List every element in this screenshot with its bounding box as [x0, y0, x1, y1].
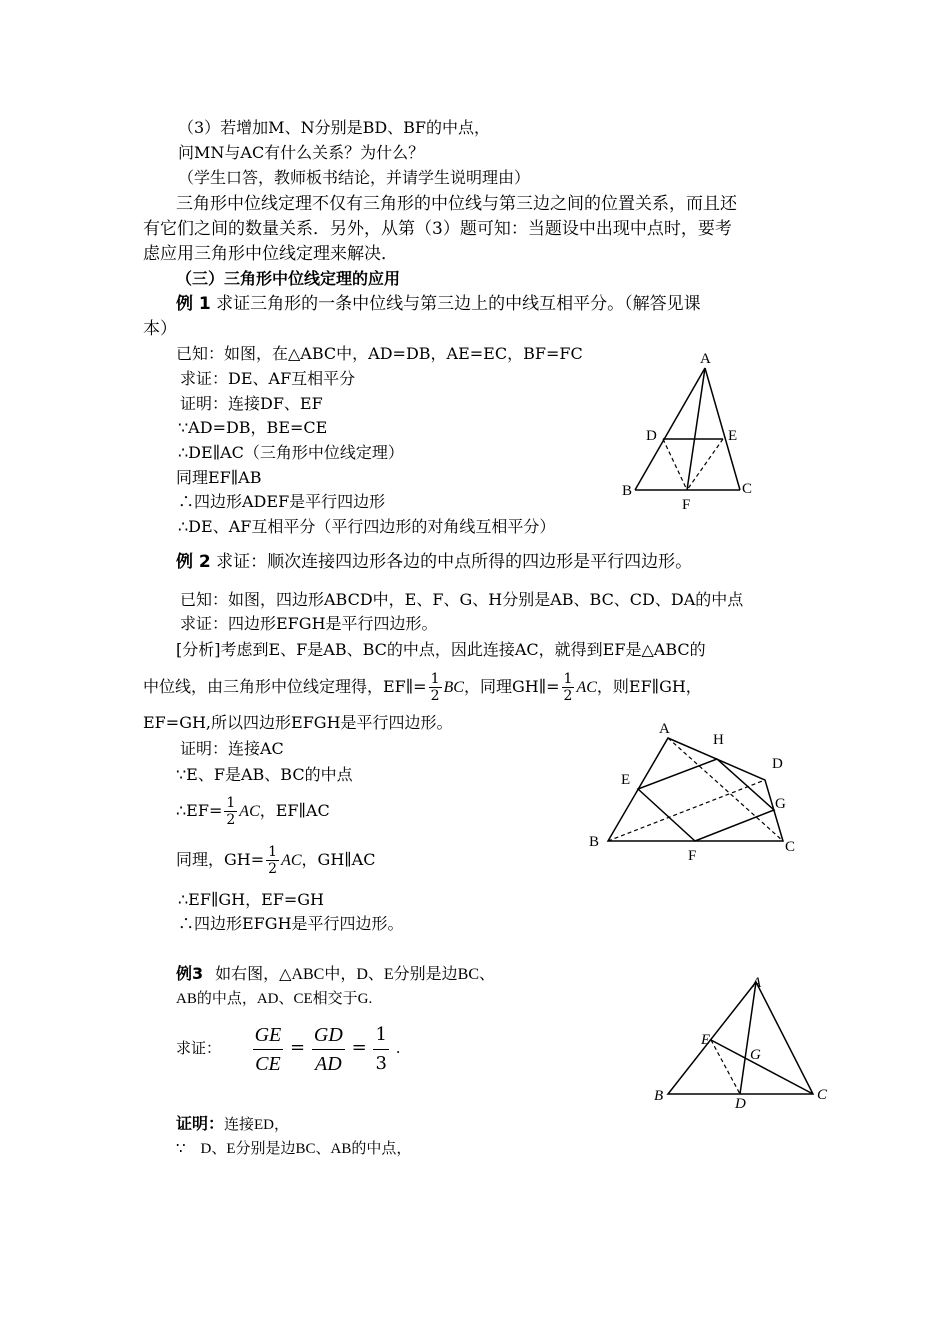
ex2-label-h: H [713, 732, 724, 748]
ex2-prove: 求证：四边形EFGH是平行四边形。 [180, 614, 438, 633]
ex2-analysis-line3: EF=GH,所以四边形EFGH是平行四边形。 [143, 713, 453, 732]
ex1-label-f: F [682, 497, 691, 513]
summary-line3: 虑应用三角形中位线定理来解决． [143, 244, 398, 264]
q3-line1: （3）若增加M、N分别是BD、BF的中点， [178, 118, 491, 137]
ex1-step2: ∴DE∥AC（三角形中位线定理） [178, 443, 404, 462]
ex3-frac-gd-ad: $\frac{GD}{AD}$ [312, 1021, 345, 1078]
ex1-statement-text: 求证三角形的一条中位线与第三边上的中线互相平分。（解答见课 [216, 294, 701, 314]
ex2-proof-start: 证明：连接AC [180, 739, 284, 758]
ex1-step4: ∴四边形ADEF是平行四边形 [178, 492, 386, 511]
ex1-statement [176, 293, 701, 315]
ex2-given: 已知：如图，四边形ABCD中，E、F、G、H分别是AB、BC、CD、DA的中点 [180, 590, 744, 609]
ex3-prove-label: 求证： [176, 1039, 222, 1057]
ex1-label-b: B [622, 483, 633, 499]
ex2-label-c: C [785, 839, 796, 855]
ex1-segment-df [663, 439, 687, 490]
ex2-label-g: G [775, 796, 786, 812]
ex1-figure [615, 345, 775, 515]
ex2-frac-ac: AC [576, 679, 597, 696]
section-title: （三）三角形中位线定理的应用 [176, 269, 401, 288]
ex2-analysis-line2 [143, 670, 702, 705]
ex3-median-ce [711, 1040, 813, 1094]
ex1-label: 例 1 [176, 294, 211, 314]
ex2-frac-half-2: $\frac{1}{2}$ [563, 671, 573, 704]
ex3-statement-line2: AB的中点，AD、CE相交于G. [176, 991, 373, 1007]
q3-line2: 问MN与AC有什么关系？为什么？ [178, 143, 425, 162]
ex1-label-d: D [646, 428, 657, 444]
ex3-label-g: G [750, 1047, 761, 1063]
ex2-quad-abcd [608, 738, 783, 841]
ex2-label-b: B [589, 834, 600, 850]
ex2-frac-bc: BC [443, 679, 464, 696]
ex2-statement-text: 求证：顺次连接四边形各边的中点所得的四边形是平行四边形。 [216, 552, 693, 572]
ex1-given: 已知：如图，在△ABC中，AD=DB，AE=EC，BF=FC [176, 344, 583, 363]
ex1-proof-start: 证明：连接DF、EF [180, 394, 323, 413]
ex2-label: 例 2 [176, 552, 211, 572]
ex2-statement [176, 551, 692, 573]
ex3-prove: 求证： $\frac{GE}{CE}$ = $\frac{GD}{AD}$ = $\frac{1}{3}$ . [176, 1018, 400, 1078]
ex2-step2: ∴EF= $\frac{1}{2}$ AC，EF∥AC [176, 795, 330, 828]
ex3-label-a: A [752, 975, 762, 991]
ex2-analysis-text-c: ，则EF∥GH， [596, 677, 702, 696]
ex3-proof-label: 证明： [176, 1114, 225, 1133]
ex1-label-e: E [728, 428, 738, 444]
ex2-step1: ∵E、F是AB、BC的中点 [176, 765, 353, 784]
ex2-analysis-text-a: 中位线，由三角形中位线定理得，EF∥= [143, 677, 427, 696]
ex1-step3: 同理EF∥AB [176, 468, 262, 487]
ex2-step3: 同理，GH= $\frac{1}{2}$ AC，GH∥AC [176, 844, 376, 877]
ex2-step2-frac: $\frac{1}{2}$ [226, 795, 236, 828]
ex2-diagonal-ac [668, 738, 783, 841]
ex2-label-d: D [772, 756, 783, 772]
summary-line2: 有它们之间的数量关系．另外，从第（3）题可知：当题设中出现中点时，要考 [143, 219, 732, 239]
ex2-diagonal-bd [608, 780, 765, 841]
ex3-frac-ge-ce: $\frac{GE}{CE}$ [253, 1021, 284, 1078]
ex2-analysis-line1: [分析]考虑到E、F是AB、BC的中点，因此连接AC，就得到EF是△ABC的 [176, 640, 706, 659]
ex2-label-a: A [659, 721, 670, 737]
ex1-label-c: C [742, 481, 753, 497]
ex2-step3-frac: $\frac{1}{2}$ [268, 844, 278, 877]
ex2-label-e: E [621, 772, 631, 788]
ex1-label-a: A [700, 351, 711, 367]
ex3-label-e: E [701, 1032, 711, 1048]
ex2-frac-half-1: $\frac{1}{2}$ [430, 671, 440, 704]
ex1-median-af [687, 368, 705, 490]
ex2-step4: ∴EF∥GH，EF=GH [178, 890, 325, 909]
ex2-step5: ∴四边形EFGH是平行四边形。 [178, 914, 404, 933]
ex1-statement-line2: 本） [143, 319, 177, 339]
ex3-triangle-abc [668, 982, 813, 1094]
ex3-label: 例3 [176, 964, 204, 983]
ex2-analysis-text-b: ，同理GH∥= [463, 677, 560, 696]
q3-note: （学生口答，教师板书结论，并请学生说明理由） [178, 168, 531, 187]
ex3-label-b: B [654, 1088, 664, 1104]
ex3-figure [648, 972, 838, 1112]
ex1-step1: ∵AD=DB，BE=CE [178, 418, 328, 437]
ex1-segment-ef [687, 439, 723, 490]
ex3-statement-line1: 例3 如右图，△ABC中，D、E分别是边BC、 [176, 964, 496, 983]
ex2-label-f: F [688, 848, 697, 864]
ex3-label-d: D [735, 1096, 746, 1112]
ex1-step5: ∴DE、AF互相平分（平行四边形的对角线互相平分） [178, 517, 556, 536]
ex3-proof-start: 证明：连接ED， [176, 1114, 290, 1133]
ex3-label-c: C [817, 1087, 828, 1103]
ex1-prove: 求证：DE、AF互相平分 [180, 369, 356, 388]
ex3-step1: ∵ D、E分别是边BC、AB的中点， [176, 1141, 412, 1157]
summary-line1: 三角形中位线定理不仅有三角形的中位线与第三边之间的位置关系，而且还 [176, 194, 737, 214]
ex3-frac-one-third: $\frac{1}{3}$ [373, 1021, 388, 1078]
ex2-figure [585, 718, 805, 868]
